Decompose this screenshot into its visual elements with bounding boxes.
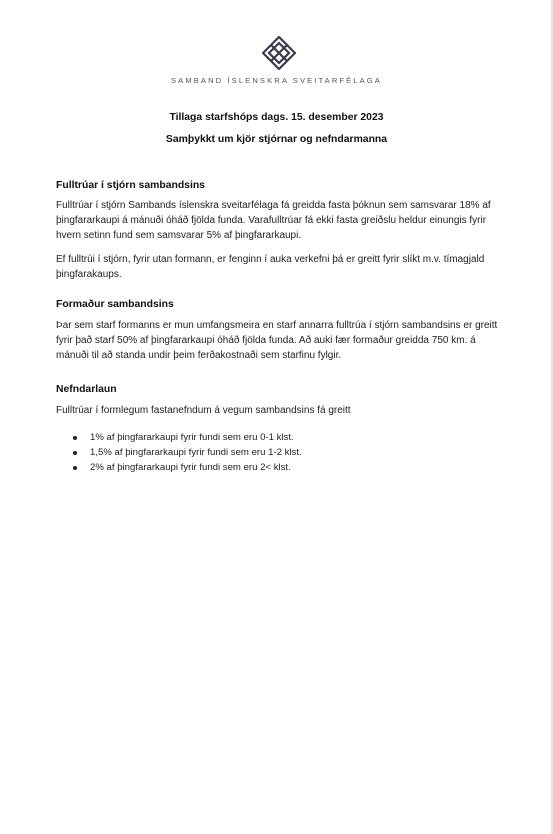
bullet-icon xyxy=(73,451,77,455)
section-heading-committee: Nefndarlaun xyxy=(56,384,117,395)
chair-paragraph: Þar sem starf formanns er mun umfangsmeira en starf annarra fulltrúa í stjórn sambandsins er greitt fyrir það starf 50% af þingfararkaupi óháð fjölda funda. Að auki fær formaður greidda 750 km. á mánuði til að standa undir þeim ferðakostnaði sem starfinu fylgir. xyxy=(56,320,498,361)
committee-paragraph: Fulltrúar í formlegum fastanefndum á vegum sambandsins fá greitt xyxy=(56,405,351,416)
committee-pay-list xyxy=(56,430,506,475)
proposal-title: Tillaga starfshóps dags. 15. desember 2023 xyxy=(169,112,384,123)
bullet-icon xyxy=(73,436,77,440)
board-paragraph-2: Ef fulltrúi í stjórn, fyrir utan formann, er fenginn í auka verkefni þá er greitt fyrir slíkt m.v. tímagjald þingfarakaups. xyxy=(56,254,485,280)
list-item xyxy=(56,460,506,475)
bullet-icon xyxy=(73,466,77,470)
list-item xyxy=(56,430,506,445)
list-item-text: 1,5% af þingfararkaupi fyrir fundi sem eru 1-2 klst. xyxy=(90,447,302,458)
board-paragraph-1: Fulltrúar í stjórn Sambands íslenskra sveitarfélaga fá greidda fasta þóknun sem samsvarar 18% af þingfararkaupi á mánuði óháð fjölda funda. Varafulltrúar fá ekki fasta greiðslu heldur einungis fyrir hvern setinn fund sem samsvarar 5% af þingfararkaupi. xyxy=(56,200,491,241)
organization-name: SAMBAND ÍSLENSKRA SVEITARFÉLAGA xyxy=(171,76,382,85)
section-heading-chair: Formaður sambandsins xyxy=(56,299,174,310)
document-title: Samþykkt um kjör stjórnar og nefndarmanna xyxy=(165,134,388,145)
samband-knot-logo-icon xyxy=(262,36,296,70)
list-item-text: 2% af þingfararkaupi fyrir fundi sem eru 2< klst. xyxy=(90,462,291,473)
list-item xyxy=(56,445,506,460)
section-heading-board: Fulltrúar í stjórn sambandsins xyxy=(56,180,205,191)
list-item-text: 1% af þingfararkaupi fyrir fundi sem eru 0-1 klst. xyxy=(90,432,294,443)
